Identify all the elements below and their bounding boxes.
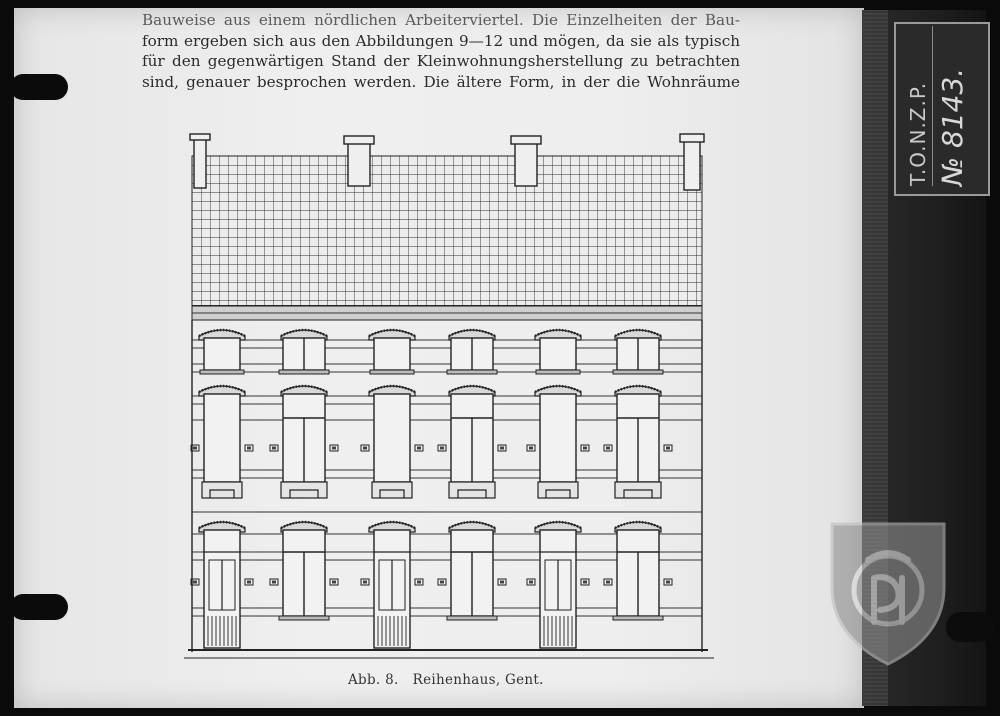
binding-hole-top	[10, 74, 68, 100]
binding-hole-bottom	[10, 594, 68, 620]
text-line: sind, genauer besprochen werden. Die ältere Form, in der die Wohnräume	[142, 72, 740, 91]
facade-drawing	[174, 120, 714, 670]
binding-tab	[946, 612, 994, 642]
figure-title: Reihenhaus, Gent.	[412, 672, 544, 688]
book-page	[14, 8, 864, 708]
archive-label-text	[906, 68, 969, 186]
figure-number: Abb. 8.	[348, 672, 399, 688]
archive-code: T.O.N.Z.P.	[906, 81, 930, 186]
archive-number: № 8143.	[936, 67, 969, 186]
top-floor-windows	[199, 330, 663, 374]
body-text	[142, 10, 740, 92]
ground-floor	[191, 522, 672, 648]
figure-caption	[348, 672, 558, 688]
text-line: form ergeben sich aus den Abbildungen 9—12 und mögen, da sie als typisch	[142, 31, 740, 50]
first-floor-windows	[191, 386, 672, 498]
monogram-shield-icon	[828, 518, 948, 668]
text-line: Bauweise aus einem nördlichen Arbeiterviertel. Die Einzelheiten der Bau-	[142, 11, 740, 29]
text-line: für den gegenwärtigen Stand der Kleinwohnungsherstellung zu betrachten	[142, 52, 740, 70]
